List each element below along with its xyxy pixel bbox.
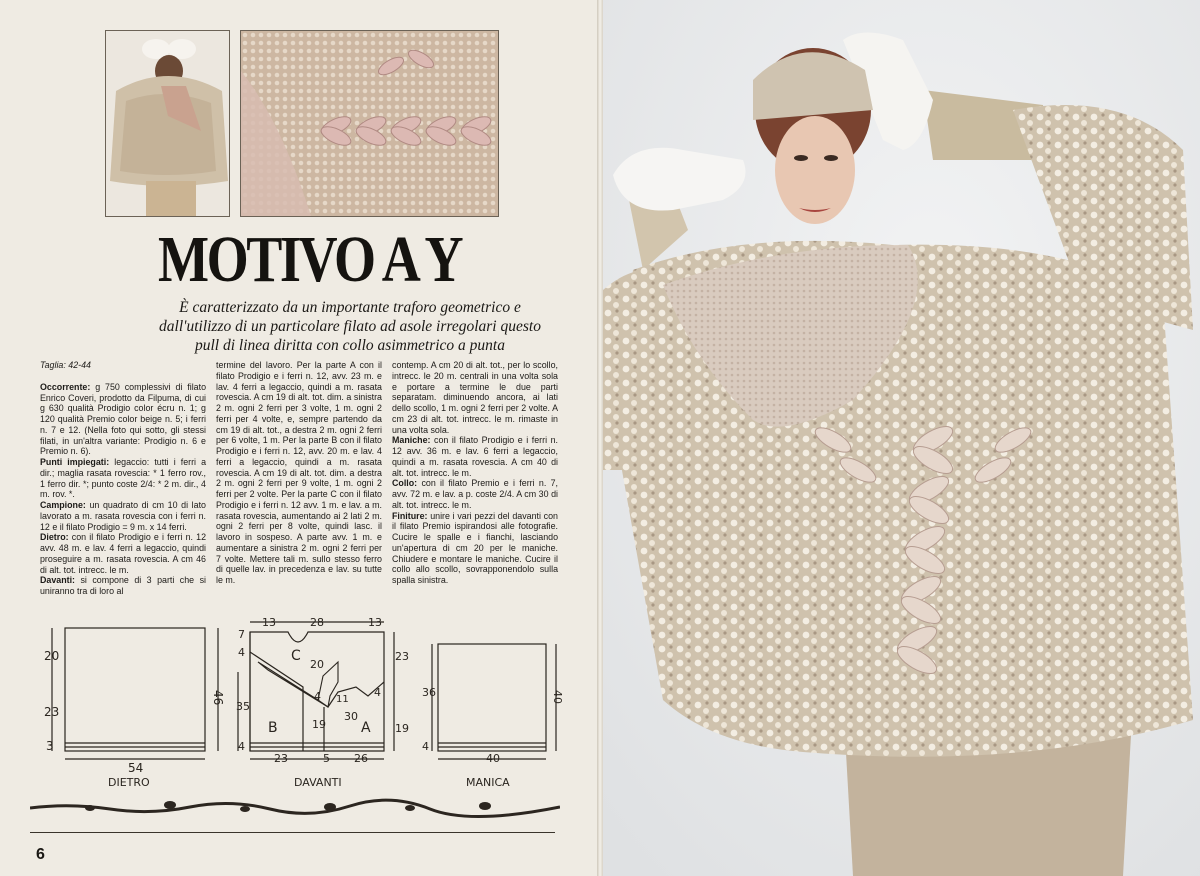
paragraph-text: legaccio: tutti i ferri a dir.; maglia rasata rovescia: * 1 ferro rov., 1 ferro dir. *; punto coste 2/4: * 2 m. dir., 4 m. rov. *. xyxy=(40,457,207,500)
dim-davanti-top-right: 13 xyxy=(368,616,382,629)
column-2 xyxy=(216,360,382,612)
stitch-detail-photo xyxy=(240,30,499,217)
dim-davanti-c-height: 20 xyxy=(310,658,324,671)
article-lead: È caratterizzato da un importante traforo geometrico e dall'utilizzo di un particolare filato ad asole irregolari questo pull di linea diritta con collo asimmetrico a punta xyxy=(159,299,541,354)
dim-davanti-right-19: 19 xyxy=(395,722,409,735)
dim-dietro-right: 46 xyxy=(211,690,225,706)
left-page xyxy=(0,0,597,876)
paragraph-label: Occorrente: xyxy=(40,381,91,392)
paragraph-text: con il filato Prodigio e i ferri n. 12 avv. 36 m. e lav. 6 ferri a legaccio, quindi a m. rasata rovescia. A cm 40 di alt. tot. intrecc. le m. xyxy=(392,435,558,478)
dim-manica-width: 40 xyxy=(486,752,500,765)
paragraph-label: Maniche: xyxy=(392,435,431,446)
dim-dietro-left-top: 20 xyxy=(44,649,60,663)
dim-manica-left-bottom: 4 xyxy=(422,740,429,753)
paragraph-finiture xyxy=(392,511,558,586)
dim-davanti-c-side2: 7 xyxy=(238,628,245,641)
article-title: MOTIVO A Y xyxy=(158,223,462,296)
paragraph-text: unire i vari pezzi del davanti con il filato Premio ispirandosi alle fotografie. Cucire le spalle e i fianchi, lasciando un'apertura di cm 20 per le maniche. Chiudere e montare le maniche. Cucire il collo allo scollo, sovrapponendolo sulla spalla sinistra. xyxy=(392,510,558,585)
dim-manica-left-top: 36 xyxy=(422,686,436,699)
yarn-sample xyxy=(30,797,560,819)
paragraph-davanti xyxy=(40,575,206,597)
piece-b: B xyxy=(268,720,278,736)
paragraph-text: con il filato Premio e i ferri n. 7, avv. 72 m. e lav. a p. coste 2/4. A cm 30 di alt. tot. intrecc. le m. xyxy=(392,478,558,510)
column-1 xyxy=(40,360,206,612)
dim-manica-right: 40 xyxy=(551,690,564,704)
right-page xyxy=(603,0,1200,876)
paragraph-dietro xyxy=(40,532,206,575)
paragraph-contemp xyxy=(392,360,558,435)
dim-davanti-top-left: 13 xyxy=(262,616,276,629)
paragraph-label: Finiture: xyxy=(392,510,428,521)
dim-davanti-center-small1: 11 xyxy=(336,694,349,705)
dim-davanti-mid-height: 30 xyxy=(344,710,358,723)
paragraph-davanti-continued: termine del lavoro. Per la parte A con il filato Prodigio e i ferri n. 12, avv. 23 m. e lav. 4 ferri a legaccio, quindi a m. rasata rovescia. A cm 19 di alt. tot. dim. a sinistra 2 m. ogni 2 ferri per 3 volte, 1 m. ogni 2 ferri per 4 volte, e, sempre partendo da cm 19 di alt. tot., a destra 2 m. ogni 2 ferri per 6 volte, 1 m. Per la parte B con il filato Prodigio e i ferri n. 12, avv. 20 m. e lav. 4 ferri a legaccio, quindi a m. rasata rovescia. A cm 19 di alt. tot. dim. a destra 2 m. ogni 2 ferri per 9 volte, 1 m. ogni 2 ferri per 2 volte. Per la parte C con il filato Prodigio e i ferri n. 12 avv. 1 m. e lav. a m. rasata rovescia, aumentando ai 2 lati 2 m. ogni 2 ferri per 8 volte, quindi lasc. il lavoro in sospeso. A parte avv. 1 m. e aumentare a sinistra 2 m. ogni 2 ferri per 7 volte. Mettere tali m. sullo stesso ferro di quelle lav. in precedenza e lav. su tutte le m. xyxy=(216,360,382,585)
piece-c: C xyxy=(291,648,301,664)
dim-davanti-center-small3: 4 xyxy=(374,686,381,699)
dim-davanti-bottom-left: 23 xyxy=(274,752,288,765)
model-wearing-sweater-photo xyxy=(603,0,1200,876)
dim-dietro-left-mid: 23 xyxy=(44,705,60,719)
label-manica: MANICA xyxy=(466,776,510,789)
piece-a: A xyxy=(361,720,371,736)
back-view-photo xyxy=(105,30,230,217)
label-dietro: DIETRO xyxy=(108,776,150,789)
diagram-davanti xyxy=(236,616,409,789)
instructions-columns xyxy=(40,360,560,612)
paragraph-label: Campione: xyxy=(40,500,86,510)
diagram-dietro xyxy=(44,628,225,789)
dim-davanti-left-small: 4 xyxy=(238,740,245,753)
paragraph-maniche xyxy=(392,435,558,478)
dim-davanti-top-mid: 28 xyxy=(310,616,324,629)
paragraph-occorrente xyxy=(40,382,206,457)
paragraph-text: un quadrato di cm 10 di lato lavorato a m. rasata rovescia con i ferri n. 12 e il filato Prodigio = 9 m. x 14 ferri. xyxy=(40,500,206,532)
paragraph-text: si compone di 3 parti che si uniranno tra di loro al xyxy=(40,575,206,596)
page-number: 6 xyxy=(36,846,45,863)
paragraph-campione xyxy=(40,500,206,532)
paragraph-label: Punti impiegati: xyxy=(40,457,110,467)
dim-dietro-width: 54 xyxy=(128,761,144,775)
paragraph-text: g 750 complessivi di filato Enrico Coveri, prodotto da Filpuma, di cui g 630 qualità Prodigio color écru n. 1; g 120 qualità Premio color beige n. 5; i ferri n. 7 e 12. (Nella foto qui sotto, gli stessi filati, in un'altra variante: Prodigio n. 6 e Premio n. 6). xyxy=(40,381,206,457)
dim-davanti-bottom-mid: 5 xyxy=(323,752,330,765)
label-davanti: DAVANTI xyxy=(294,776,342,789)
dim-davanti-c-side: 4 xyxy=(238,646,245,659)
dim-davanti-right-top: 23 xyxy=(395,650,409,663)
paragraph-collo xyxy=(392,478,558,510)
footer-rule xyxy=(30,832,555,833)
paragraph-text: con il filato Prodigio e i ferri n. 12 avv. 48 m. e lav. 4 ferri a legaccio, quindi proseguire a m. rasata rovescia. A cm 46 di alt. tot. intrecc. le m. xyxy=(40,532,206,575)
paragraph-label: Dietro: xyxy=(40,532,69,543)
paragraph-label: Davanti: xyxy=(40,575,76,586)
paragraph-punti xyxy=(40,457,206,500)
paragraph-label: Collo: xyxy=(392,478,418,489)
dim-davanti-left-19: 19 xyxy=(312,718,326,731)
paragraph-text: contemp. A cm 20 di alt. tot., per lo scollo, intrecc. le 20 m. centrali in una volta sola e portare a termine le due parti separatam. diminuendo ancora, ai lati dello scollo, 1 m. ogni 2 ferri per 2 volte. A cm 23 di alt. tot. intrecc. le m. rimaste in una volta sola. xyxy=(392,360,558,435)
dim-dietro-left-bottom: 3 xyxy=(46,739,54,753)
dim-davanti-left-mid: 35 xyxy=(236,700,250,713)
size-line: Taglia: 42-44 xyxy=(40,360,91,370)
diagram-manica xyxy=(422,644,564,789)
dim-davanti-bottom-right: 26 xyxy=(354,752,368,765)
pattern-diagrams xyxy=(38,612,578,798)
dim-davanti-center-small2: 4 xyxy=(314,690,321,703)
column-3 xyxy=(392,360,558,612)
